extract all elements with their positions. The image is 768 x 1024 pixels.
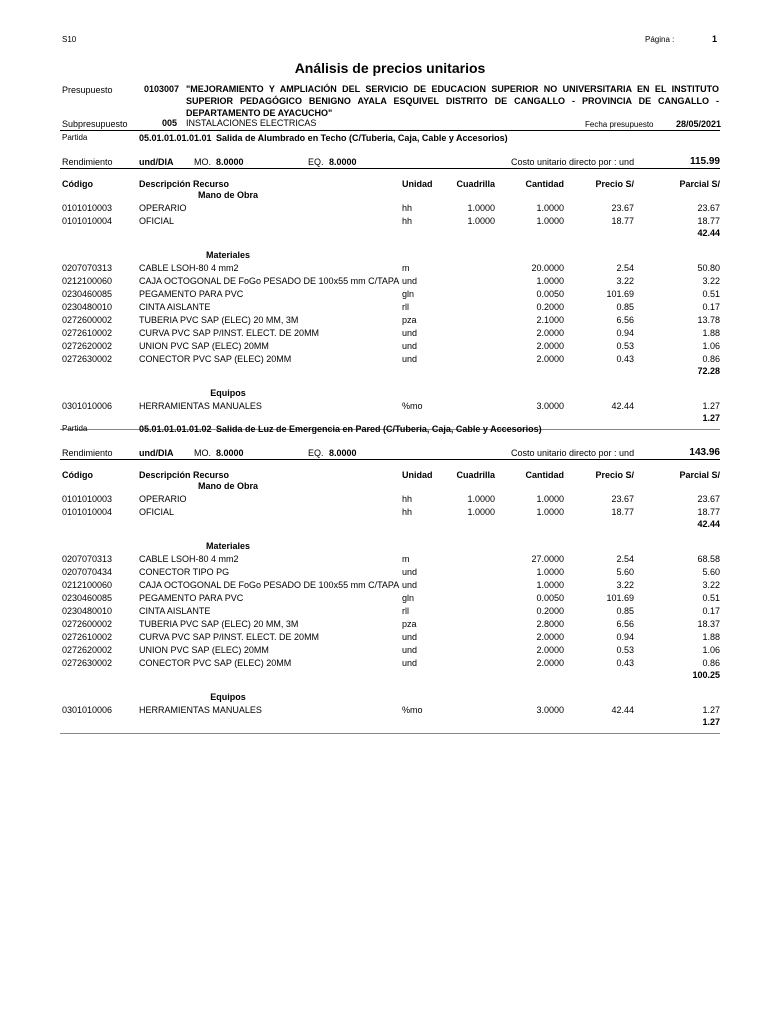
- row-precio: 2.54: [616, 554, 634, 564]
- row-cuadrilla: 1.0000: [467, 507, 495, 517]
- column-header-descripcion: Descripción Recurso: [139, 470, 230, 480]
- row-unidad: und: [402, 567, 418, 577]
- row-unidad: gln: [402, 289, 415, 299]
- rendimiento-unit: und/DIA: [139, 448, 174, 458]
- row-parcial: 0.17: [702, 606, 720, 616]
- row-unidad: hh: [402, 203, 413, 213]
- page-number: 1: [712, 34, 718, 44]
- column-header-precio: Precio S/: [595, 179, 634, 189]
- row-descripcion: PEGAMENTO PARA PVC: [139, 593, 244, 603]
- presupuesto-code: 0103007: [144, 84, 180, 94]
- page-title: Análisis de precios unitarios: [294, 60, 486, 76]
- row-precio: 6.56: [616, 619, 634, 629]
- row-cantidad: 2.1000: [536, 315, 564, 325]
- row-parcial: 18.77: [697, 507, 720, 517]
- row-parcial: 18.77: [697, 216, 720, 226]
- row-cantidad: 27.0000: [531, 554, 564, 564]
- costo-unitario-value: 143.96: [689, 447, 720, 458]
- row-codigo: 0230460085: [62, 593, 113, 603]
- row-descripcion: HERRAMIENTAS MANUALES: [139, 705, 262, 715]
- row-descripcion: OFICIAL: [139, 507, 175, 517]
- row-descripcion: CABLE LSOH-80 4 mm2: [139, 554, 239, 564]
- column-header-cantidad: Cantidad: [525, 179, 564, 189]
- row-codigo: 0207070434: [62, 567, 113, 577]
- row-unidad: rll: [402, 302, 409, 312]
- row-codigo: 0272620002: [62, 645, 113, 655]
- row-descripcion: CONECTOR TIPO PG: [139, 567, 230, 577]
- row-descripcion: OPERARIO: [139, 494, 187, 504]
- row-codigo: 0230480010: [62, 302, 113, 312]
- subpresupuesto-description: INSTALACIONES ELECTRICAS: [186, 118, 317, 128]
- row-codigo: 0301010006: [62, 705, 113, 715]
- row-descripcion: CAJA OCTOGONAL DE FoGo PESADO DE 100x55 mm C/TAPA: [139, 276, 400, 286]
- group-heading: Equipos: [210, 692, 246, 702]
- row-cantidad: 1.0000: [536, 203, 564, 213]
- row-descripcion: HERRAMIENTAS MANUALES: [139, 401, 262, 411]
- row-codigo: 0207070313: [62, 263, 113, 273]
- row-parcial: 23.67: [697, 494, 720, 504]
- mo-value: 8.0000: [216, 157, 244, 167]
- row-cantidad: 20.0000: [531, 263, 564, 273]
- row-parcial: 1.27: [702, 705, 720, 715]
- row-descripcion: OFICIAL: [139, 216, 175, 226]
- row-cantidad: 1.0000: [536, 507, 564, 517]
- row-cantidad: 1.0000: [536, 216, 564, 226]
- group-heading: Materiales: [205, 541, 251, 551]
- column-header-codigo: Código: [62, 470, 93, 480]
- row-cantidad: 2.0000: [536, 658, 564, 668]
- row-unidad: rll: [402, 606, 409, 616]
- row-precio: 42.44: [611, 401, 634, 411]
- row-parcial: 5.60: [702, 567, 720, 577]
- column-header-cuadrilla: Cuadrilla: [456, 470, 495, 480]
- row-unidad: und: [402, 658, 418, 668]
- row-parcial: 0.86: [702, 354, 720, 364]
- row-precio: 18.77: [611, 216, 634, 226]
- costo-unitario-label: Costo unitario directo por : und: [511, 157, 635, 167]
- row-codigo: 0272630002: [62, 658, 113, 668]
- group-subtotal: 72.28: [697, 366, 720, 376]
- row-descripcion: OPERARIO: [139, 203, 187, 213]
- rendimiento-divider: [60, 168, 720, 169]
- row-unidad: gln: [402, 593, 415, 603]
- row-descripcion: TUBERIA PVC SAP (ELEC) 20 MM, 3M: [139, 619, 299, 629]
- row-unidad: m: [402, 554, 410, 564]
- row-descripcion: CURVA PVC SAP P/INST. ELECT. DE 20MM: [139, 632, 320, 642]
- row-descripcion: TUBERIA PVC SAP (ELEC) 20 MM, 3M: [139, 315, 299, 325]
- row-parcial: 1.88: [702, 632, 720, 642]
- row-descripcion: PEGAMENTO PARA PVC: [139, 289, 244, 299]
- group-heading: Equipos: [210, 388, 246, 398]
- group-subtotal: 42.44: [697, 228, 720, 238]
- row-precio: 6.56: [616, 315, 634, 325]
- row-precio: 23.67: [611, 494, 634, 504]
- row-unidad: hh: [402, 216, 413, 226]
- partida-code: 05.01.01.01.01.01: [139, 133, 212, 143]
- row-parcial: 0.51: [702, 593, 720, 603]
- group-heading: Mano de Obra: [197, 481, 258, 491]
- row-cuadrilla: 1.0000: [467, 494, 495, 504]
- page-label: Página :: [645, 35, 675, 44]
- row-codigo: 0272600002: [62, 315, 113, 325]
- row-unidad: pza: [402, 315, 417, 325]
- row-precio: 0.85: [616, 302, 634, 312]
- row-cantidad: 2.0000: [536, 341, 564, 351]
- row-codigo: 0272600002: [62, 619, 113, 629]
- row-cantidad: 1.0000: [536, 580, 564, 590]
- row-precio: 101.69: [606, 289, 634, 299]
- column-header-precio: Precio S/: [595, 470, 634, 480]
- group-subtotal: 100.25: [692, 670, 720, 680]
- group-subtotal: 1.27: [702, 717, 720, 727]
- row-precio: 0.53: [616, 645, 634, 655]
- rendimiento-unit: und/DIA: [139, 157, 174, 167]
- row-precio: 0.43: [616, 658, 634, 668]
- eq-label: EQ.: [308, 448, 324, 458]
- mo-value: 8.0000: [216, 448, 244, 458]
- row-unidad: %mo: [402, 705, 423, 715]
- row-parcial: 1.27: [702, 401, 720, 411]
- rendimiento-divider: [60, 459, 720, 460]
- row-codigo: 0230460085: [62, 289, 113, 299]
- row-cantidad: 0.2000: [536, 302, 564, 312]
- row-unidad: und: [402, 632, 418, 642]
- row-precio: 0.43: [616, 354, 634, 364]
- costo-unitario-value: 115.99: [689, 156, 720, 167]
- row-precio: 0.53: [616, 341, 634, 351]
- row-cantidad: 1.0000: [536, 276, 564, 286]
- row-cantidad: 3.0000: [536, 705, 564, 715]
- row-unidad: %mo: [402, 401, 423, 411]
- fecha-presupuesto-value: 28/05/2021: [676, 119, 722, 129]
- column-header-unidad: Unidad: [402, 179, 433, 189]
- column-header-cuadrilla: Cuadrilla: [456, 179, 495, 189]
- row-precio: 18.77: [611, 507, 634, 517]
- row-codigo: 0101010004: [62, 216, 113, 226]
- column-header-cantidad: Cantidad: [525, 470, 564, 480]
- row-codigo: 0272610002: [62, 632, 113, 642]
- row-precio: 42.44: [611, 705, 634, 715]
- row-unidad: und: [402, 328, 418, 338]
- row-precio: 23.67: [611, 203, 634, 213]
- row-unidad: und: [402, 645, 418, 655]
- column-header-parcial: Parcial S/: [679, 179, 720, 189]
- row-unidad: hh: [402, 507, 413, 517]
- row-unidad: hh: [402, 494, 413, 504]
- row-parcial: 0.17: [702, 302, 720, 312]
- group-subtotal: 42.44: [697, 519, 720, 529]
- row-parcial: 3.22: [702, 276, 720, 286]
- row-precio: 3.22: [616, 276, 634, 286]
- row-precio: 5.60: [616, 567, 634, 577]
- row-codigo: 0230480010: [62, 606, 113, 616]
- row-descripcion: CINTA AISLANTE: [139, 606, 211, 616]
- row-parcial: 18.37: [697, 619, 720, 629]
- row-cantidad: 1.0000: [536, 567, 564, 577]
- row-parcial: 23.67: [697, 203, 720, 213]
- column-header-unidad: Unidad: [402, 470, 433, 480]
- row-parcial: 0.51: [702, 289, 720, 299]
- row-cantidad: 0.2000: [536, 606, 564, 616]
- row-parcial: 1.06: [702, 341, 720, 351]
- row-precio: 0.94: [616, 632, 634, 642]
- row-codigo: 0272620002: [62, 341, 113, 351]
- row-parcial: 1.88: [702, 328, 720, 338]
- eq-value: 8.0000: [329, 157, 357, 167]
- row-unidad: und: [402, 580, 418, 590]
- row-codigo: 0272630002: [62, 354, 113, 364]
- rendimiento-label: Rendimiento: [62, 448, 113, 458]
- column-header-descripcion: Descripción Recurso: [139, 179, 230, 189]
- row-cuadrilla: 1.0000: [467, 203, 495, 213]
- subpresupuesto-code: 005: [162, 118, 178, 128]
- row-precio: 3.22: [616, 580, 634, 590]
- row-cantidad: 0.0050: [536, 593, 564, 603]
- group-heading: Materiales: [205, 250, 251, 260]
- row-cantidad: 2.0000: [536, 328, 564, 338]
- row-cantidad: 3.0000: [536, 401, 564, 411]
- partida-label: Partida: [62, 133, 88, 142]
- row-cantidad: 2.0000: [536, 354, 564, 364]
- eq-label: EQ.: [308, 157, 324, 167]
- row-cantidad: 2.0000: [536, 645, 564, 655]
- row-descripcion: CURVA PVC SAP P/INST. ELECT. DE 20MM: [139, 328, 320, 338]
- row-precio: 2.54: [616, 263, 634, 273]
- row-unidad: und: [402, 276, 418, 286]
- row-cantidad: 2.0000: [536, 632, 564, 642]
- row-precio: 101.69: [606, 593, 634, 603]
- row-descripcion: CABLE LSOH-80 4 mm2: [139, 263, 239, 273]
- presupuesto-description: "MEJORAMIENTO Y AMPLIACIÓN DEL SERVICIO DE EDUCACION SUPERIOR NO UNIVERSITARIA EN EL INSTITUTO SUPERIOR PEDAGÓGICO BENIGNO AYALA ESQUIVEL DISTRITO DE CANGALLO - PROVINCIA DE CANGALLO - DEPARTAMENTO DE AYACUCHO": [186, 84, 719, 118]
- row-codigo: 0101010003: [62, 203, 113, 213]
- presupuesto-label: Presupuesto: [62, 85, 113, 95]
- row-unidad: und: [402, 341, 418, 351]
- row-codigo: 0212100060: [62, 580, 113, 590]
- mo-label: MO.: [194, 157, 211, 167]
- row-unidad: m: [402, 263, 410, 273]
- row-unidad: pza: [402, 619, 417, 629]
- row-parcial: 1.06: [702, 645, 720, 655]
- row-codigo: 0101010003: [62, 494, 113, 504]
- row-cantidad: 1.0000: [536, 494, 564, 504]
- column-header-codigo: Código: [62, 179, 93, 189]
- eq-value: 8.0000: [329, 448, 357, 458]
- row-descripcion: UNION PVC SAP (ELEC) 20MM: [139, 645, 269, 655]
- row-parcial: 13.78: [697, 315, 720, 325]
- group-heading: Mano de Obra: [197, 190, 258, 200]
- column-header-parcial: Parcial S/: [679, 470, 720, 480]
- partida-description: Salida de Luz de Emergencia en Pared (C/Tuberia, Caja, Cable y Accesorios): [216, 424, 542, 434]
- fecha-presupuesto-label: Fecha presupuesto: [585, 120, 654, 129]
- row-descripcion: CINTA AISLANTE: [139, 302, 211, 312]
- row-precio: 0.94: [616, 328, 634, 338]
- row-descripcion: UNION PVC SAP (ELEC) 20MM: [139, 341, 269, 351]
- costo-unitario-label: Costo unitario directo por : und: [511, 448, 635, 458]
- row-cuadrilla: 1.0000: [467, 216, 495, 226]
- partida-code: 05.01.01.01.01.02: [139, 424, 212, 434]
- row-parcial: 0.86: [702, 658, 720, 668]
- system-code: S10: [62, 35, 77, 44]
- row-cantidad: 0.0050: [536, 289, 564, 299]
- mo-label: MO.: [194, 448, 211, 458]
- rendimiento-label: Rendimiento: [62, 157, 113, 167]
- row-descripcion: CAJA OCTOGONAL DE FoGo PESADO DE 100x55 mm C/TAPA: [139, 580, 400, 590]
- row-cantidad: 2.8000: [536, 619, 564, 629]
- row-precio: 0.85: [616, 606, 634, 616]
- row-codigo: 0272610002: [62, 328, 113, 338]
- partida-end-divider: [60, 733, 720, 734]
- row-parcial: 50.80: [697, 263, 720, 273]
- subpresupuesto-label: Subpresupuesto: [62, 119, 128, 129]
- row-descripcion: CONECTOR PVC SAP (ELEC) 20MM: [139, 354, 292, 364]
- row-codigo: 0101010004: [62, 507, 113, 517]
- row-unidad: und: [402, 354, 418, 364]
- partida-label: Partida: [62, 424, 88, 433]
- header-divider: [60, 130, 720, 131]
- row-codigo: 0212100060: [62, 276, 113, 286]
- row-descripcion: CONECTOR PVC SAP (ELEC) 20MM: [139, 658, 292, 668]
- row-codigo: 0301010006: [62, 401, 113, 411]
- group-subtotal: 1.27: [702, 413, 720, 423]
- partida-description: Salida de Alumbrado en Techo (C/Tuberia, Caja, Cable y Accesorios): [216, 133, 508, 143]
- row-parcial: 3.22: [702, 580, 720, 590]
- row-codigo: 0207070313: [62, 554, 113, 564]
- row-parcial: 68.58: [697, 554, 720, 564]
